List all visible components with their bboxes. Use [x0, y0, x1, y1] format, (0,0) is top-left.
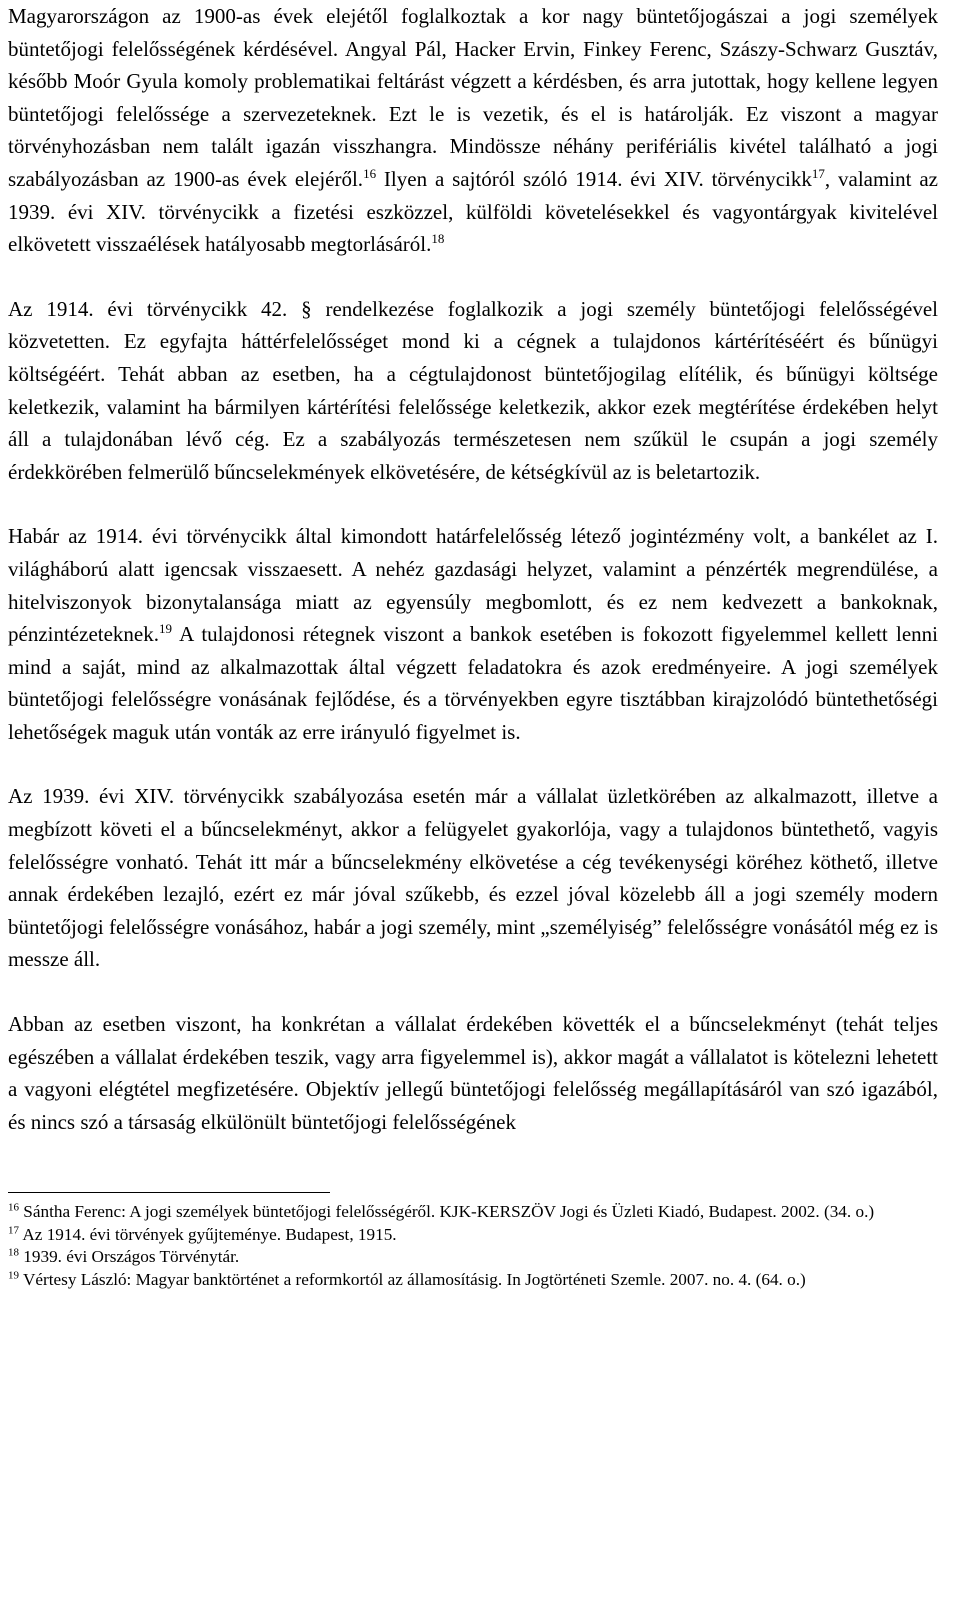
- footnote-separator: [8, 1192, 330, 1193]
- footnote-text: Vértesy László: Magyar banktörténet a reformkortól az államosításig. In Jogtörténeti Szemle. 2007. no. 4. (64. o.): [23, 1269, 806, 1289]
- paragraph-text: , valamint az 1939. évi XIV. törvénycikk a fizetési eszközzel, külföldi követelésekkel és vagyontárgyak kivitelével elkövetett visszaélések hatályosabb megtorlásáról.: [8, 166, 938, 257]
- paragraph-text: Abban az esetben viszont, ha konkrétan a vállalat érdekében követték el a bűncselekményt (tehát teljes egészében a vállalat érdekében teszik, vagy arra figyelemmel is), akkor magát a vállalatot is kötelezni lehetett a vagyoni elégtétel megfizetésére. Objektív jellegű büntetőjogi felelősség megállapításáról van szó igazából, és nincs szó a társaság elkülönült büntetőjogi felelősségének: [8, 1012, 938, 1134]
- footnote-text: 1939. évi Országos Törvénytár.: [23, 1247, 240, 1267]
- paragraph: [8, 0, 938, 261]
- footnote-reference-17[interactable]: 17: [811, 165, 825, 181]
- footnote-number: 19: [8, 1268, 19, 1281]
- footnote: [8, 1269, 938, 1291]
- paragraph-text: Magyarországon az 1900-as évek elejétől foglalkoztak a kor nagy büntetőjogászai a jogi személyek büntetőjogi felelősségének kérdésével. Angyal Pál, Hacker Ervin, Finkey Ferenc, Szászy-Schwarz Gusztáv, később Moór Gyula komoly problematikai feltárást végzett a kérdésben, és arra jutottak, hogy kellene legyen büntetőjogi felelőssége a szervezeteknek. Ezt le is vezetik, és el is határolják. Ez viszont a magyar törvényhozásban nem talált igazán visszhangra. Mindössze néhány perifériális kivétel található a jogi szabályozásban az 1900-as évek elejéről.: [8, 4, 938, 191]
- footnote-number: 17: [8, 1224, 19, 1237]
- paragraph-text: Az 1939. évi XIV. törvénycikk szabályozása esetén már a vállalat üzletkörében az alkalmazott, illetve a megbízott követi el a bűncselekményt, akkor a felügyelet gyakorlója, vagy a tulajdonos büntethető, vagyis felelősségre vonható. Tehát itt már a bűncselekmény elkövetése a cég tevékenységi köréhez köthető, illetve annak érdekében lezajló, ezért ez már jóval szűkebb, és ezzel jóval közelebb áll a jogi személy modern büntetőjogi felelősségre vonásához, habár a jogi személy, mint „személyiség” felelősségre vonásától még ez is messze áll.: [8, 784, 938, 972]
- paragraph: [8, 1008, 938, 1138]
- paragraph-text: Ilyen a sajtóról szóló 1914. évi XIV. törvénycikk: [376, 166, 812, 191]
- footnote-text: Sántha Ferenc: A jogi személyek büntetőjogi felelősségéről. KJK-KERSZÖV Jogi és Üzleti Kiadó, Budapest. 2002. (34. o.): [23, 1202, 875, 1222]
- paragraph: [8, 293, 938, 489]
- footnote-reference-18[interactable]: 18: [431, 231, 445, 247]
- footnote: [8, 1224, 938, 1246]
- footnote: [8, 1201, 938, 1223]
- paragraph-spacer: [8, 976, 938, 1008]
- paragraph-text: A tulajdonosi rétegnek viszont a bankok esetében is fokozott figyelemmel kellett lenni mind a saját, mind az alkalmazottak által végzett feladatokra és azok eredményeire. A jogi személyek büntetőjogi felelősségre vonásának fejlődése, és a törvényekben egyre tisztábban kirajzolódó büntethetőségi lehetőségek maguk után vonták az erre irányuló figyelmet is.: [8, 622, 938, 744]
- footnote-number: 18: [8, 1246, 19, 1259]
- footnote-reference-16[interactable]: 16: [363, 165, 377, 181]
- footnote-text: Az 1914. évi törvények gyűjteménye. Budapest, 1915.: [22, 1224, 397, 1244]
- paragraph-text: Az 1914. évi törvénycikk 42. § rendelkezése foglalkozik a jogi személy büntetőjogi felelősségével közvetetten. Ez egyfajta háttérfelelősséget mond ki a cégnek a tulajdonos kártérítéséért és bűnügyi költségéért. Tehát abban az esetben, ha a cégtulajdonost büntetőjogilag elítélik, és bűnügyi költsége keletkezik, valamint ha bármilyen kártérítési felelőssége keletkezik, akkor ezek megtérítése érdekében helyt áll a tulajdonában lévő cég. Ez a szabályozás természetesen nem szűkül le csupán a jogi személy érdekkörében felmerülő bűncselekmények elkövetésére, de kétségkívül az is beletartozik.: [8, 296, 938, 484]
- paragraph-spacer: [8, 488, 938, 520]
- paragraph-text: Habár az 1914. évi törvénycikk által kimondott határfelelősség létező jogintézmény volt, a bankélet az I. világháború alatt igencsak visszaesett. A nehéz gazdasági helyzet, valamint a pénzérték megrendülése, a hitelviszonyok bizonytalansága miatt az egyensúly megbomlott, és ez nem kedvezett a bankoknak, pénzintézeteknek.: [8, 524, 938, 647]
- paragraph-spacer: [8, 748, 938, 780]
- paragraph: [8, 520, 938, 748]
- footnote-reference-19[interactable]: 19: [159, 621, 172, 637]
- paragraph: [8, 780, 938, 976]
- footnote: [8, 1246, 938, 1268]
- footnote-number: 16: [8, 1201, 19, 1214]
- paragraph-spacer: [8, 261, 938, 293]
